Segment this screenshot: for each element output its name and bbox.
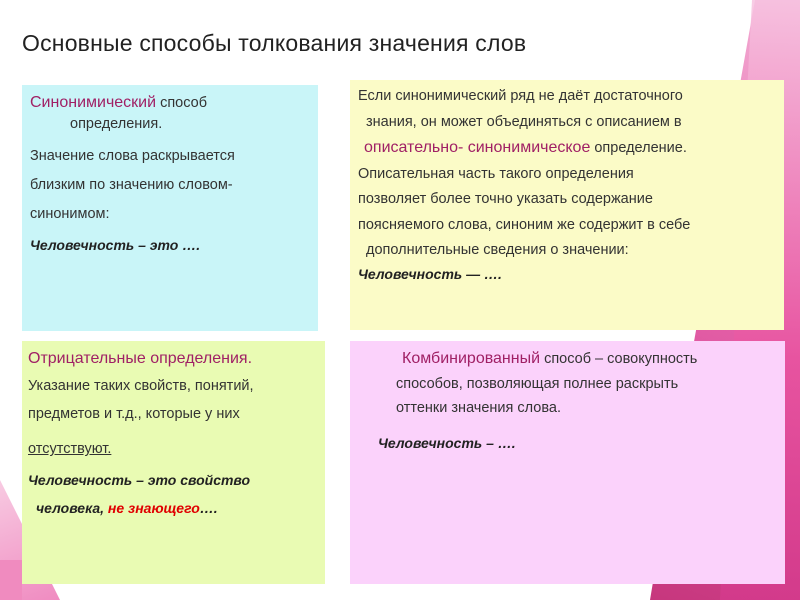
decorative-shape-bottom-left (0, 560, 22, 600)
synonymic-example: Человечность – это …. (30, 236, 201, 253)
descriptive-example: Человечность — …. (358, 265, 502, 282)
descriptive-heading (364, 138, 784, 158)
descriptive-line5: позволяет более точно указать содержание (358, 191, 653, 208)
negative-term: Отрицательные определения. (28, 350, 253, 367)
synonymic-desc2: близким по значению словом- (30, 177, 233, 194)
synonymic-desc3: синонимом: (30, 206, 110, 223)
combined-method-box (350, 341, 785, 584)
negative-line2: предметов и т.д., которые у них (28, 406, 240, 423)
descriptive-line7: дополнительные сведения о значении: (366, 241, 629, 258)
combined-term: Комбинированный (402, 350, 541, 367)
negative-example2-end: …. (199, 499, 218, 516)
combined-line3: оттенки значения слова. (396, 400, 561, 417)
negative-example2-start: человека, (36, 499, 108, 516)
synonymic-term-rest: способ (156, 95, 208, 111)
descriptive-term-rest: определение. (590, 140, 687, 157)
negative-line3: отсутствуют. (28, 441, 112, 458)
negative-line1: Указание таких свойств, понятий, (28, 378, 254, 394)
synonymic-heading (30, 93, 318, 113)
negative-example1: Человечность – это свойство (28, 472, 251, 489)
synonymic-term: Синонимический (30, 94, 157, 111)
descriptive-line4: Описательная часть такого определения (358, 166, 634, 183)
combined-term-rest: способ – совокупность (540, 351, 698, 367)
descriptive-synonymic-box (350, 80, 784, 330)
negative-example2-red: не знающего (107, 499, 200, 516)
descriptive-line2: знания, он может объединяться с описанием в (366, 114, 682, 131)
combined-heading (402, 349, 785, 369)
synonymic-method-box (22, 85, 318, 331)
combined-example: Человечность – …. (378, 435, 516, 452)
synonymic-line2: определения. (70, 116, 163, 132)
descriptive-line1: Если синонимический ряд не даёт достаточного (358, 88, 683, 104)
descriptive-term: описательно- синонимическое (364, 139, 591, 157)
negative-definitions-box (22, 341, 325, 584)
combined-line2: способов, позволяющая полнее раскрыть (396, 376, 679, 392)
synonymic-desc1: Значение слова раскрывается (30, 148, 235, 165)
descriptive-line6: поясняемого слова, синоним же содержит в себе (358, 216, 691, 233)
slide-title: Основные способы толкования значения слов (22, 30, 527, 56)
negative-example2 (36, 500, 325, 518)
